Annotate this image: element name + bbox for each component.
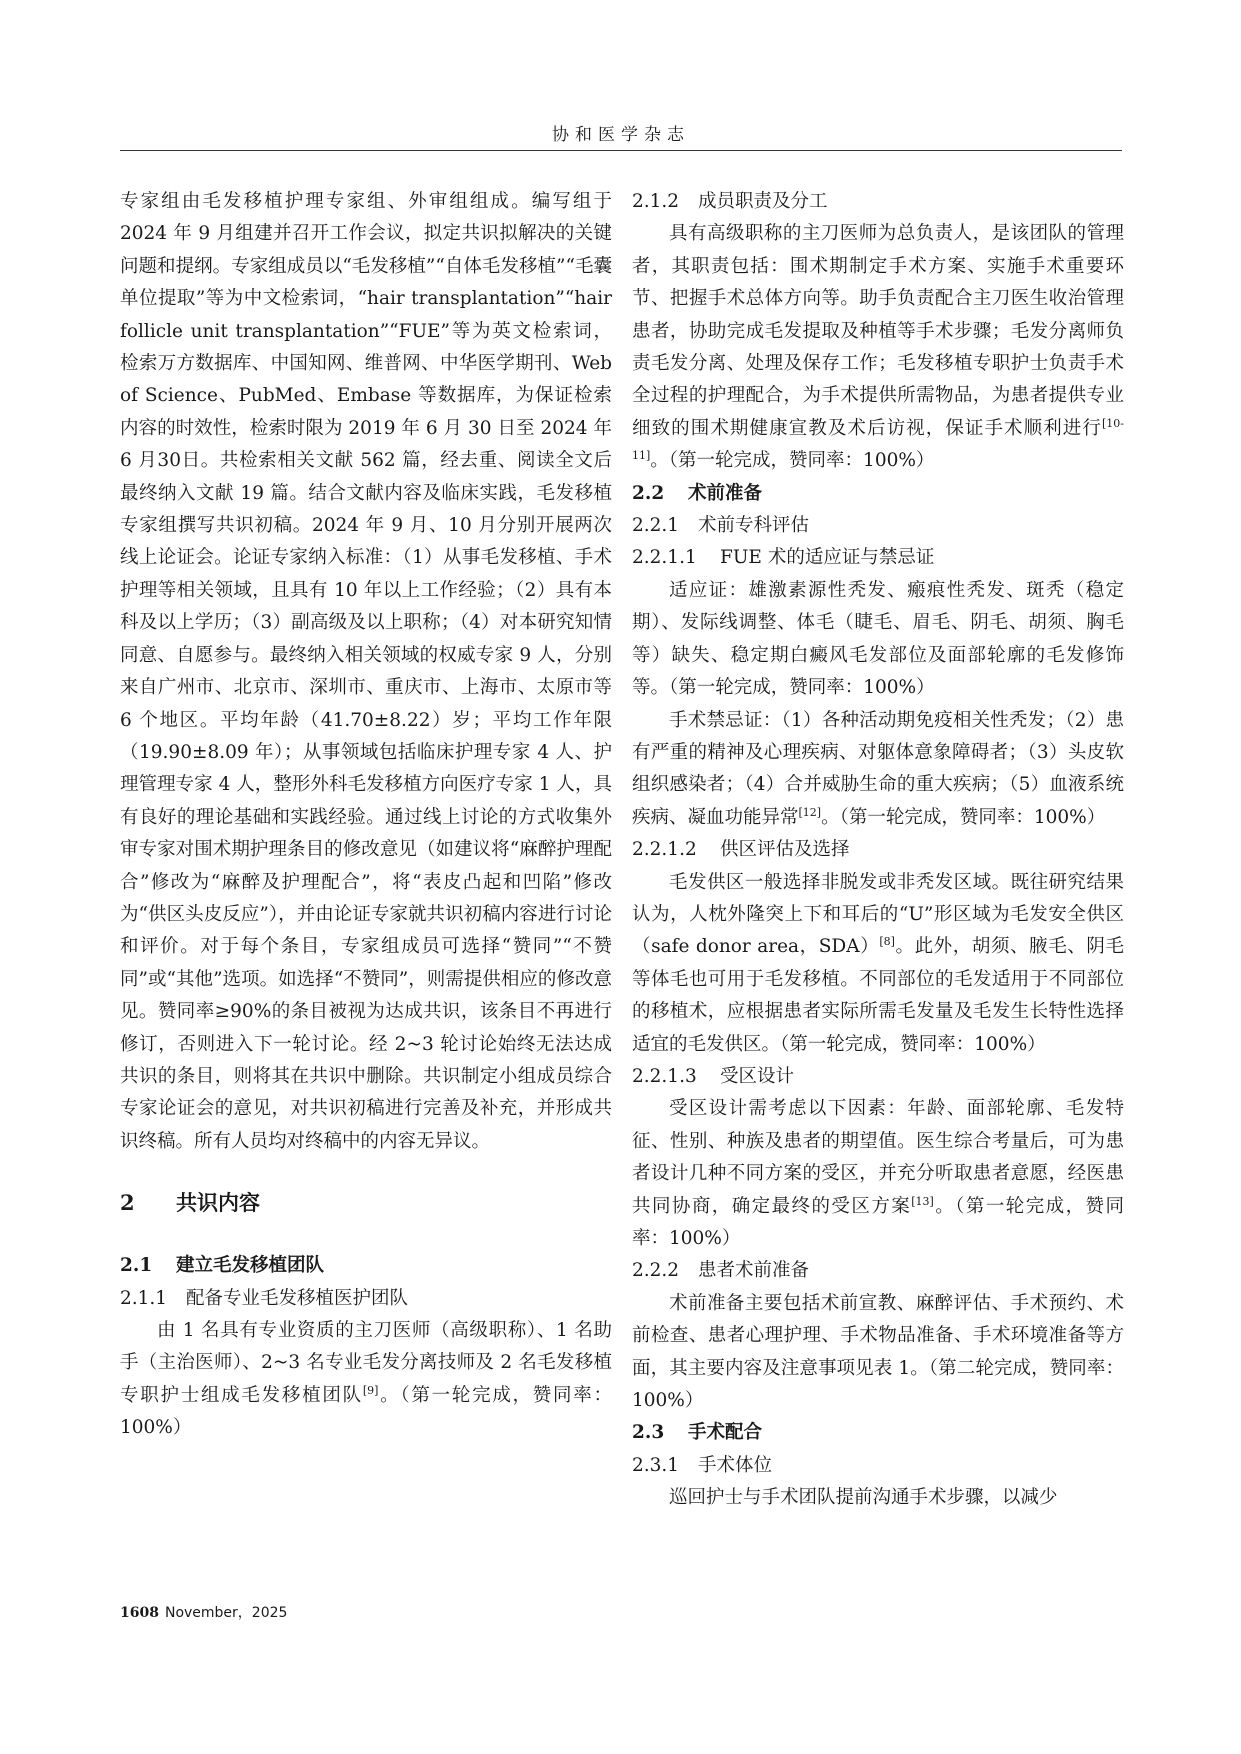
citation: [8] [879, 935, 895, 949]
team-paragraph: 由 1 名具有专业资质的主刀医师（高级职称）、1 名助手（主治医师）、2~3 名专业毛发分离技师及 2 名毛发移植专职护士组成毛发移植团队[9]。（第一轮完成，赞同率：100%） [120, 1320, 612, 1439]
section-heading-2-1-1: 2.1.1 配备专业毛发移植医护团队 [120, 1287, 409, 1309]
section-heading-2-2-1-3: 2.2.1.3 受区设计 [632, 1065, 795, 1087]
citation: [10-11] [632, 416, 1124, 463]
section-heading-2-2-2: 2.2.2 患者术前准备 [632, 1260, 810, 1282]
right-column [632, 186, 1124, 1515]
prep-paragraph: 术前准备主要包括术前宣教、麻醉评估、手术预约、术前检查、患者心理护理、手术物品准备、手术环境准备等方面，其主要内容及注意事项见表 1。（第二轮完成，赞同率：100%） [632, 1292, 1124, 1412]
section-heading-2-1-2: 2.1.2 成员职责及分工 [632, 191, 828, 212]
methods-paragraph: 专家组由毛发移植护理专家组、外审组组成。编写组于 2024 年 9 月组建并召开工作会议，拟定共识拟解决的关键问题和提纲。专家组成员以“毛发移植”“自体毛发移植”“毛囊单位提取”等为中文检索词，“hair transplantation”“hair follicle unit transplantation”“FUE”等为英文检索词，检索万方数据库、中国知网、维普网、中华医学期刊、Web of Science、PubMed、Embase 等数据库，为保证检索内容的时效性，检索时限为 2019 年 6 月 30 日至 2024 年 6 月30日。共检索相关文献 562 篇，经去重、阅读全文后最终纳入文献 19 篇。结合文献内容及临床实践，毛发移植专家组撰写共识初稿。2024 年 9 月、10 月分别开展两次线上论证会。论证专家纳入标准：（1）从事毛发移植、手术护理等相关领域，且具有 10 年以上工作经验；（2）具有本科及以上学历；（3）副高级及以上职称；（4）对本研究知情同意、自愿参与。最终纳入相关领域的权威专家 9 人，分别来自广州市、北京市、深圳市、重庆市、上海市、太原市等 6 个地区。平均年龄（41.70±8.22）岁；平均工作年限（19.90±8.09 年）；从事领域包括临床护理专家 4 人、护理管理专家 4 人，整形外科毛发移植方向医疗专家 1 人，具有良好的理论基础和实践经验。通过线上讨论的方式收集外审专家对围术期护理条目的修改意见（如建议将“麻醉护理配合”修改为“麻醉及护理配合”，将“表皮凸起和凹陷”修改为“供区头皮反应”），并由论证专家就共识初稿内容进行讨论和评价。对于每个条目，专家组成员可选择“赞同”“不赞同”或“其他”选项。如选择“不赞同”，则需提供相应的修改意见。赞同率≥90%的条目被视为达成共识，该条目不再进行修订，否则进入下一轮讨论。经 2~3 轮讨论始终无法达成共识的条目，则将其在共识中删除。共识制定小组成员综合专家论证会的意见，对共识初稿进行完善及补充，并形成共识终稿。所有人员均对终稿中的内容无异议。 [120, 191, 612, 1152]
recipient-paragraph: 受区设计需考虑以下因素：年龄、面部轮廓、毛发特征、性别、种族及患者的期望值。医生综合考量后，可为患者设计几种不同方案的受区，并充分听取患者意愿，经医患共同协商，确定最终的受区方案[13]。（第一轮完成，赞同率：100%） [632, 1098, 1124, 1249]
duties-paragraph: 具有高级职称的主刀医师为总负责人，是该团队的管理者，其职责包括：围术期制定手术方案、实施手术重要环节、把握手术总体方向等。助手负责配合主刀医生收治管理患者，协助完成毛发提取及种植等手术步骤；毛发分离师负责毛发分离、处理及保存工作；毛发移植专职护士负责手术全过程的护理配合，为手术提供所需物品，为患者提供专业细致的围术期健康宣教及术后访视，保证手术顺利进行[10-11]。（第一轮完成，赞同率：100%） [632, 223, 1124, 472]
indication-paragraph: 适应证：雄激素源性秃发、瘢痕性秃发、斑秃（稳定期）、发际线调整、体毛（睫毛、眉毛、阴毛、胡须、胸毛等）缺失、稳定期白癜风毛发部位及面部轮廓的毛发修饰等。（第一轮完成，赞同率：100%） [632, 579, 1124, 699]
left-column [120, 186, 612, 1445]
section-heading-2-2-1-1: 2.2.1.1 FUE 术的适应证与禁忌证 [632, 547, 935, 569]
section-heading-2-2: 2.2 术前准备 [632, 482, 763, 504]
donor-paragraph: 毛发供区一般选择非脱发或非秃发区域。既往研究结果认为，人枕外隆突上下和耳后的“U”形区域为毛发安全供区（safe donor area，SDA）[8]。此外，胡须、腋毛、阴毛等体毛也可用于毛发移植。不同部位的毛发适用于不同部位的移植术，应根据患者实际所需毛发量及毛发生长特性选择适宜的毛发供区。（第一轮完成，赞同率：100%） [632, 871, 1124, 1055]
running-header: 协和医学杂志 [552, 125, 690, 145]
header-rule [120, 150, 1122, 151]
section-heading-2-2-1-2: 2.2.1.2 供区评估及选择 [632, 839, 850, 861]
section-heading-2-3-1: 2.3.1 手术体位 [632, 1454, 773, 1476]
citation: [9] [362, 1383, 379, 1397]
section-heading-2-1: 2.1 建立毛发移植团队 [120, 1255, 325, 1277]
citation: [13] [911, 1194, 934, 1208]
page-number: 1608 [120, 1605, 159, 1621]
issue-date: November，2025 [164, 1605, 288, 1621]
section-heading-2-2-1: 2.2.1 术前专科评估 [632, 515, 810, 537]
citation: [12] [798, 805, 822, 819]
section-heading-2-3: 2.3 手术配合 [632, 1422, 763, 1444]
contraindication-paragraph: 手术禁忌证：（1）各种活动期免疫相关性秃发；（2）患有严重的精神及心理疾病、对躯体意象障碍者；（3）头皮软组织感染者；（4）合并威胁生命的重大疾病；（5）血液系统疾病、凝血功能异常[12]。（第一轮完成，赞同率：100%） [632, 709, 1124, 828]
position-paragraph: 巡回护士与手术团队提前沟通手术步骤，以减少 [669, 1487, 1058, 1509]
page-footer [120, 1602, 287, 1622]
section-heading-2: 2 共识内容 [120, 1190, 260, 1216]
